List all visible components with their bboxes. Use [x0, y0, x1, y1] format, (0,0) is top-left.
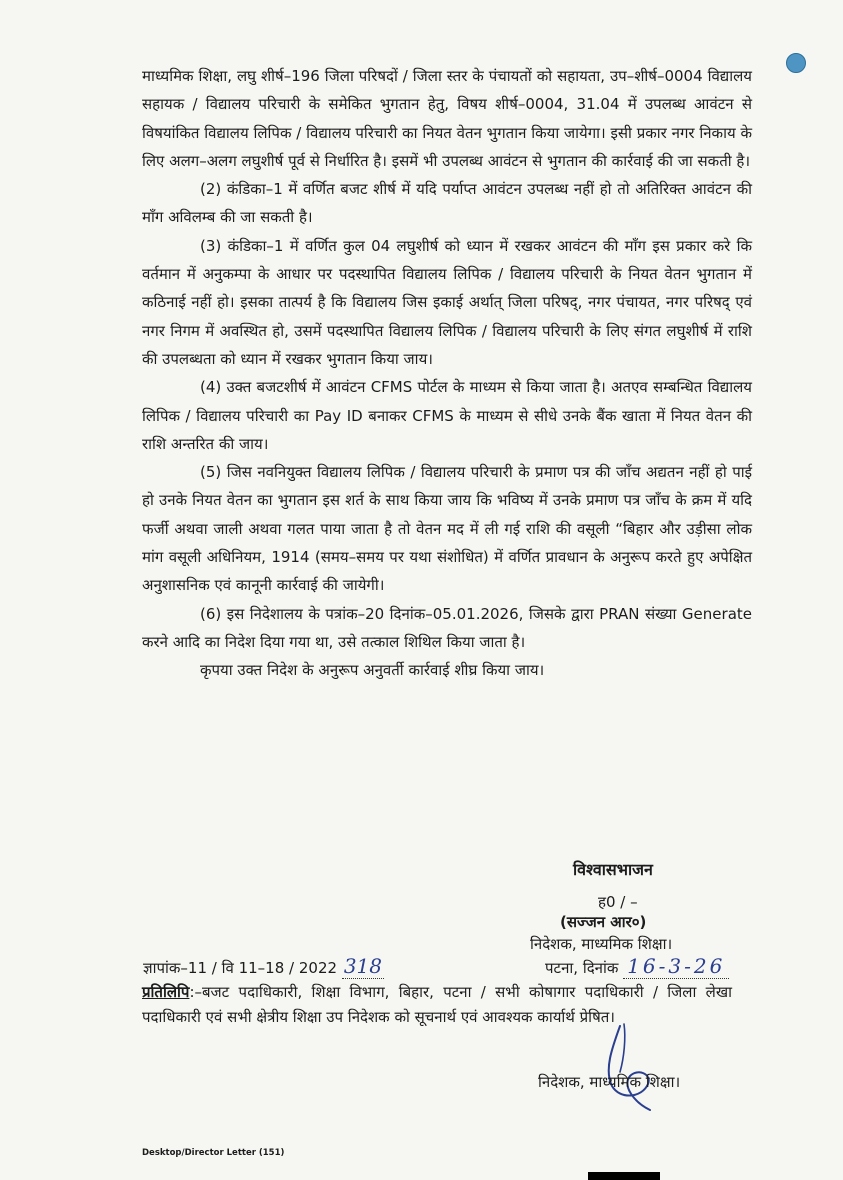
- paragraph-continued: माध्यमिक शिक्षा, लघु शीर्ष–196 जिला परिषदों / जिला स्तर के पंचायतों को सहायता, उप–शीर्ष–0004 विद्यालय सहायक / विद्यालय परिचारी के समेकित भुगतान हेतु, विषय शीर्ष–0004, 31.04 में उपलब्ध आवंटन से विषयांकित विद्यालय लिपिक / विद्यालय परिचारी का नियत वेतन भुगतान किया जायेगा। इसी प्रकार नगर निकाय के लिए अलग–अलग लघुशीर्ष पूर्व से निर्धारित है। इसमें भी उपलब्ध आवंटन से भुगतान की कार्रवाई की जा सकती है।: [142, 67, 753, 170]
- date-handwritten: 16-3-26: [623, 954, 729, 979]
- paragraph-6: (6) इस निदेशालय के पत्रांक–20 दिनांक–05.01.2026, जिसके द्वारा PRAN संख्या Generate करने आदि का निदेश दिया गया था, उसे तत्काल शिथिल किया जाता है।: [142, 604, 752, 651]
- letter-body: [142, 62, 752, 685]
- closing-salutation: विश्वासभाजन: [573, 860, 653, 879]
- closing-request: कृपया उक्त निदेश के अनुरूप अनुवर्ती कार्रवाई शीघ्र किया जाय।: [200, 661, 545, 680]
- signed-initials: ह0 / –: [598, 893, 638, 911]
- signer-designation: निदेशक, माध्यमिक शिक्षा।: [530, 935, 673, 953]
- paragraph-3: (3) कंडिका–1 में वर्णित कुल 04 लघुशीर्ष को ध्यान में रखकर आवंटन की माँग इस प्रकार करे कि वर्तमान में अनुकम्पा के आधार पर पदस्थापित विद्यालय लिपिक / विद्यालय परिचारी के नियत वेतन भुगतान में कठिनाई नहीं हो। इसका तात्पर्य है कि विद्यालय जिस इकाई अर्थात् जिला परिषद्, नगर पंचायत, नगर परिषद् एवं नगर निगम में अवस्थित हो, उसमें पदस्थापित विद्यालय लिपिक / विद्यालय परिचारी के लिए संगत लघुशीर्ष में राशि की उपलब्धता को ध्यान में रखकर भुगतान किया जाय।: [142, 236, 752, 368]
- memo-number-handwritten: 318: [343, 954, 383, 978]
- paragraph-4: (4) उक्त बजटशीर्ष में आवंटन CFMS पोर्टल के माध्यम से किया जाता है। अतएव सम्बन्धित विद्यालय लिपिक / विद्यालय परिचारी का Pay ID बनाकर CFMS के माध्यम से सीधे उनके बैंक खाता में नियत वेतन की राशि अन्तरित की जाय।: [142, 378, 752, 453]
- memo-prefix: ज्ञापांक–11 / वि 11–18 / 2022: [143, 959, 338, 977]
- place-date: [545, 954, 729, 978]
- handwritten-signature: [590, 1018, 680, 1118]
- place-date-label: पटना, दिनांक: [545, 959, 619, 977]
- copy-text: :–बजट पदाधिकारी, शिक्षा विभाग, बिहार, पटना / सभी कोषागार पदाधिकारी / जिला लेखा पदाधिकारी एवं सभी क्षेत्रीय शिक्षा उप निदेशक को सूचनार्थ एवं आवश्यक कार्यार्थ प्रेषित।: [142, 983, 732, 1026]
- footer-designation: निदेशक, माध्यमिक शिक्षा।: [538, 1073, 681, 1091]
- copy-label: प्रतिलिपि: [142, 983, 190, 1001]
- scan-edge-bar: [588, 1172, 660, 1180]
- paragraph-5: (5) जिस नवनियुक्त विद्यालय लिपिक / विद्यालय परिचारी के प्रमाण पत्र की जाँच अद्यतन नहीं हो पाई हो उनके नियत वेतन का भुगतान इस शर्त के साथ किया जाय कि भविष्य में उनके प्रमाण पत्र जाँच के क्रम में यदि फर्जी अथवा जाली अथवा गलत पाया जाता है तो वेतन मद में ली गई राशि की वसूली “बिहार और उड़ीसा लोक मांग वसूली अधिनियम, 1914 (समय–समय पर यथा संशोधित) में वर्णित प्रावधान के अनुरूप करते हुए अपेक्षित अनुशासनिक एवं कानूनी कार्रवाई की जायेगी।: [142, 463, 752, 595]
- file-reference: Desktop/Director Letter (151): [142, 1148, 285, 1158]
- paragraph-2: (2) कंडिका–1 में वर्णित बजट शीर्ष में यदि पर्याप्त आवंटन उपलब्ध नहीं हो तो अतिरिक्त आवंटन की माँग अविलम्ब की जा सकती है।: [142, 180, 752, 227]
- signer-name: (सज्जन आर०): [560, 913, 647, 931]
- memo-number: [143, 954, 384, 978]
- punch-hole-mark: [786, 53, 806, 73]
